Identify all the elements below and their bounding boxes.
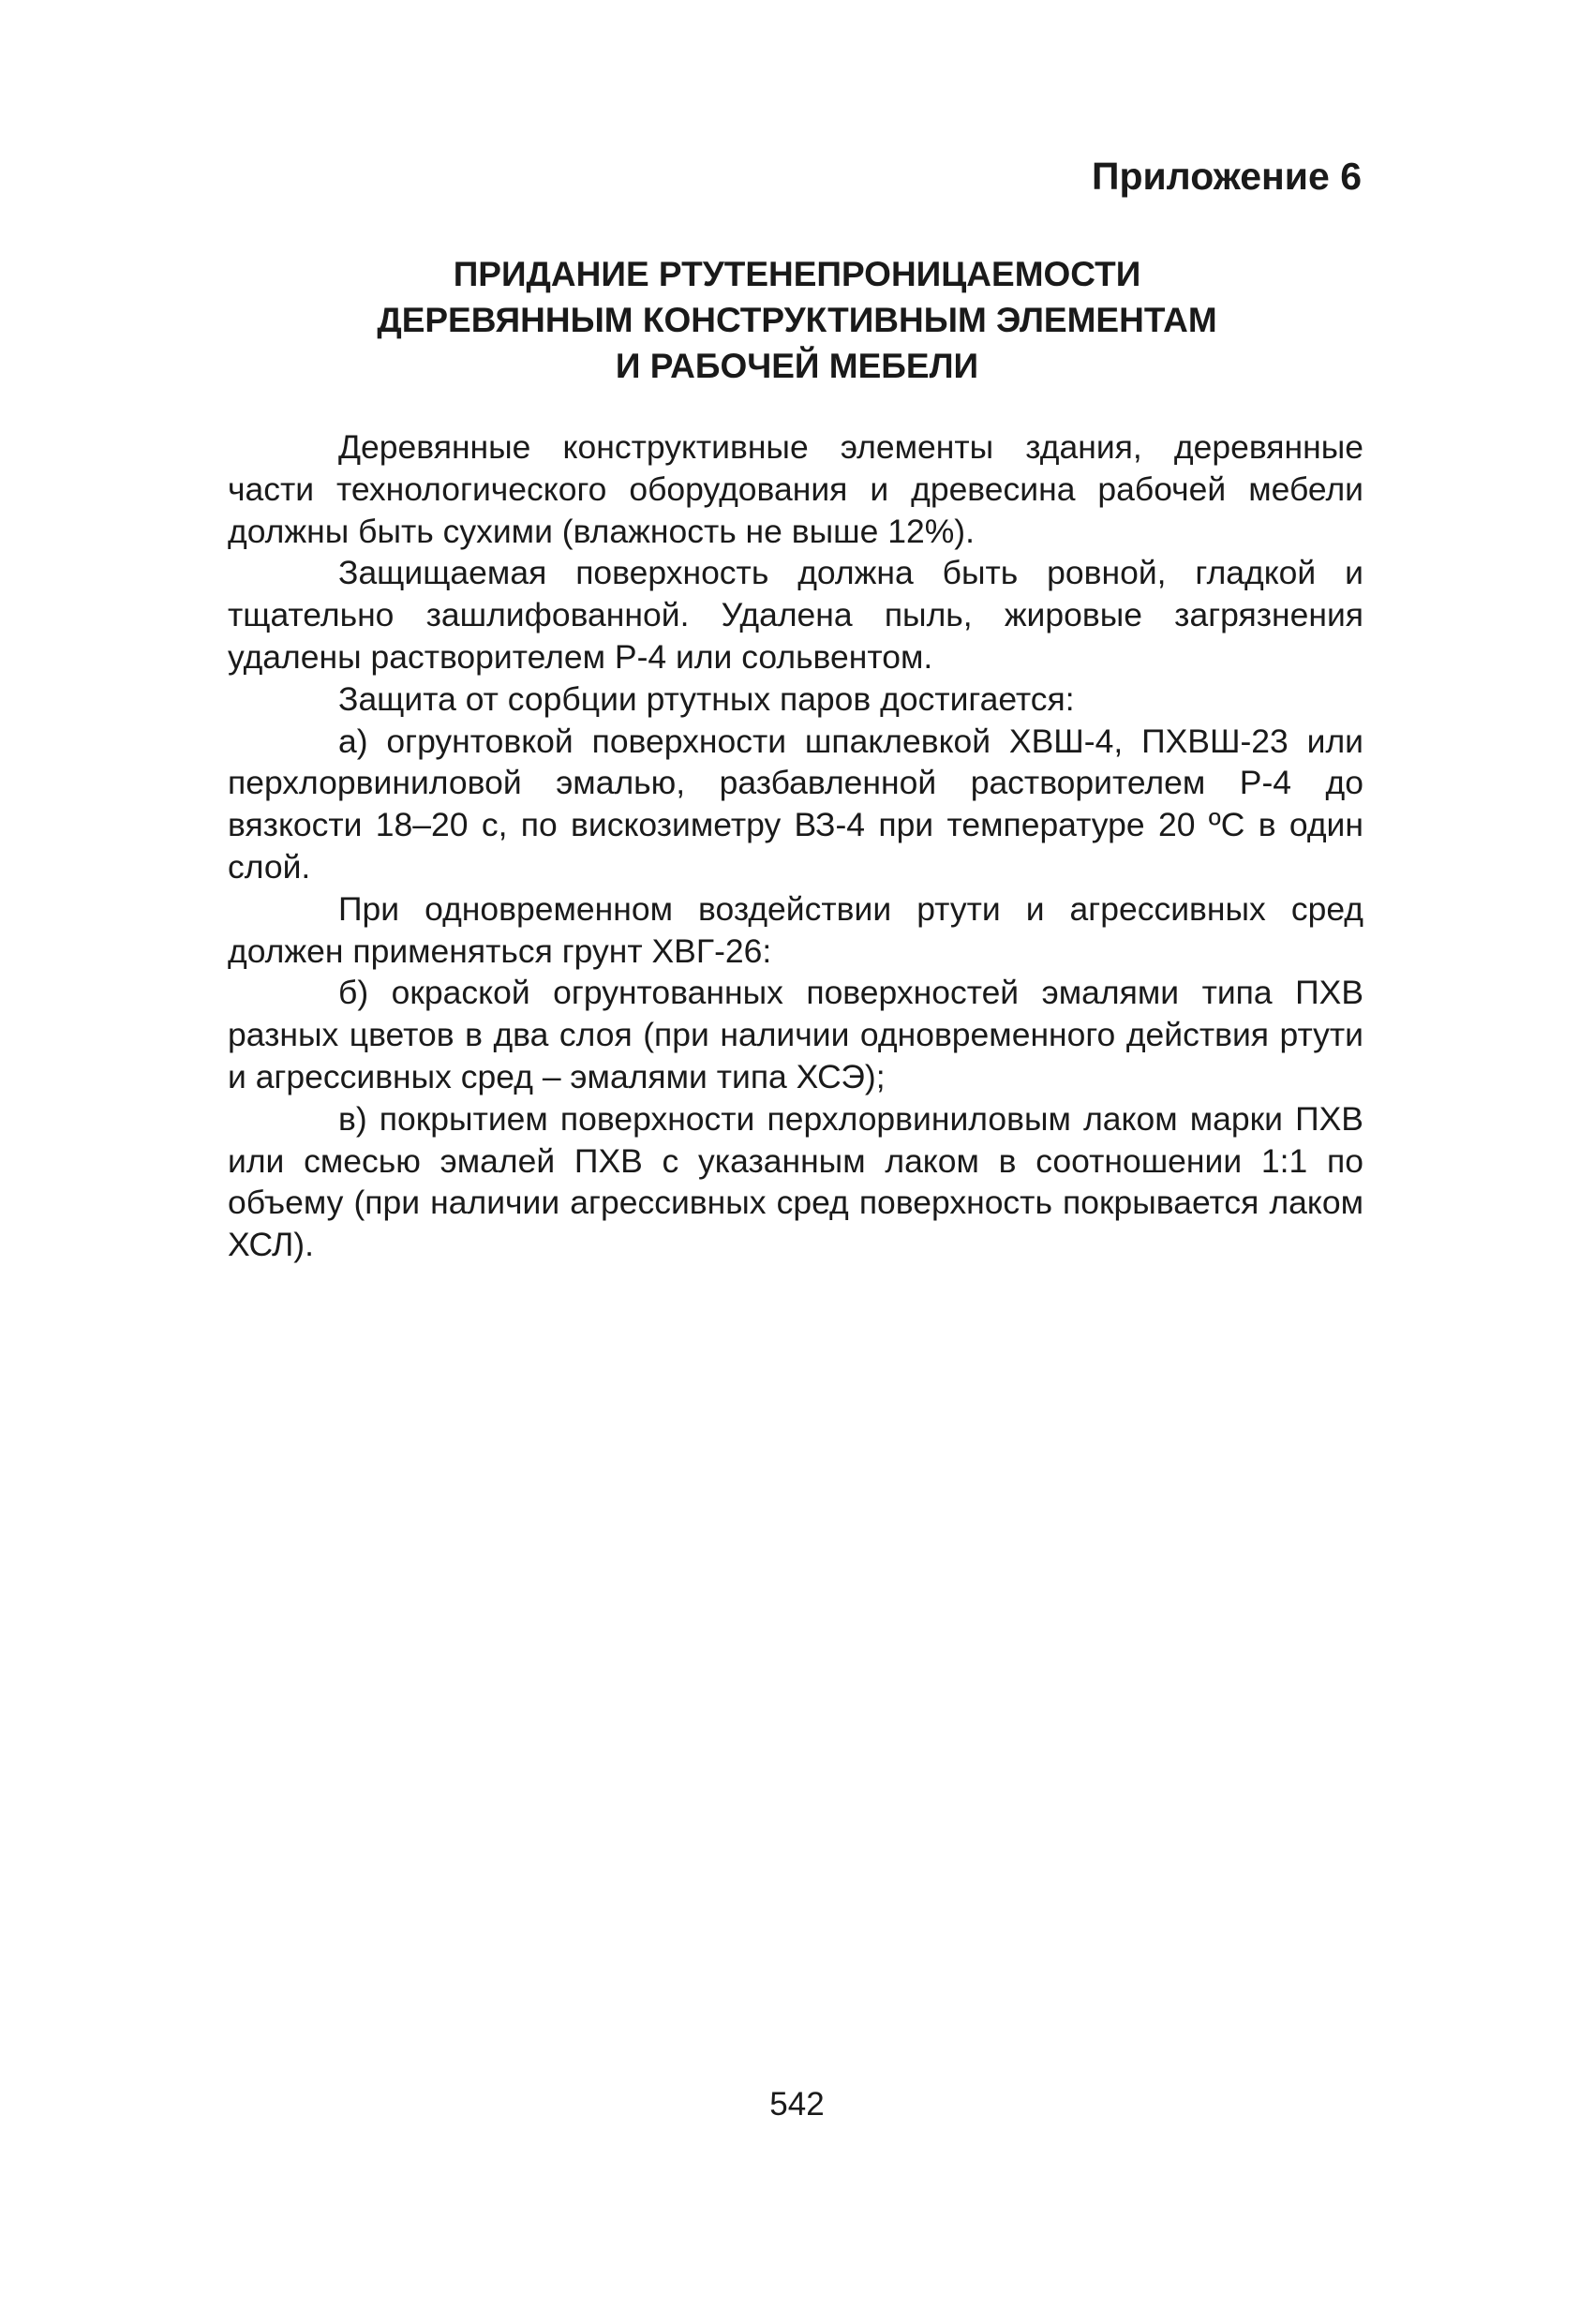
paragraph: б) окраской огрунтованных поверхностей эмалями типа ПХВ разных цветов в два слоя (при наличии одновременного действия ртути и агрессивных сред – эмалями типа ХСЭ);	[228, 974, 1363, 1095]
page-number: 542	[769, 2086, 825, 2123]
paragraph: в) покрытием поверхности перхлорвиниловым лаком марки ПХВ или смесью эмалей ПХВ с указанным лаком в соотношении 1:1 по объему (при наличии агрессивных сред поверхность покрывается лаком ХСЛ).	[228, 1099, 1363, 1264]
title-line: И РАБОЧЕЙ МЕБЕЛИ	[615, 347, 979, 385]
title-line: ПРИДАНИЕ РТУТЕНЕПРОНИЦАЕМОСТИ	[453, 255, 1141, 293]
paragraph: При одновременном воздействии ртути и агрессивных сред должен применяться грунт ХВГ-26:	[228, 889, 1363, 970]
appendix-label: Приложение 6	[1091, 155, 1362, 198]
paragraph: Деревянные конструктивные элементы здания, деревянные части технологического оборудования и древесина рабочей мебели должны быть сухими (влажность не выше 12%).	[228, 428, 1363, 550]
paragraph: а) огрунтовкой поверхности шпаклевкой ХВШ-4, ПХВШ-23 или перхлорвиниловой эмалью, разбавленной растворителем Р-4 до вязкости 18–20 с, по вискозиметру ВЗ-4 при температуре 20 ºС в один слой.	[228, 722, 1363, 886]
title-line: ДЕРЕВЯННЫМ КОНСТРУКТИВНЫМ ЭЛЕМЕНТАМ	[377, 301, 1217, 339]
paragraph: Защита от сорбции ртутных паров достигается:	[338, 679, 1075, 718]
page-title	[232, 251, 1362, 389]
body-text	[228, 426, 1363, 1266]
paragraph: Защищаемая поверхность должна быть ровной, гладкой и тщательно зашлифованной. Удалена пыль, жировые загрязнения удалены растворителем Р-4 или сольвентом.	[228, 554, 1363, 676]
